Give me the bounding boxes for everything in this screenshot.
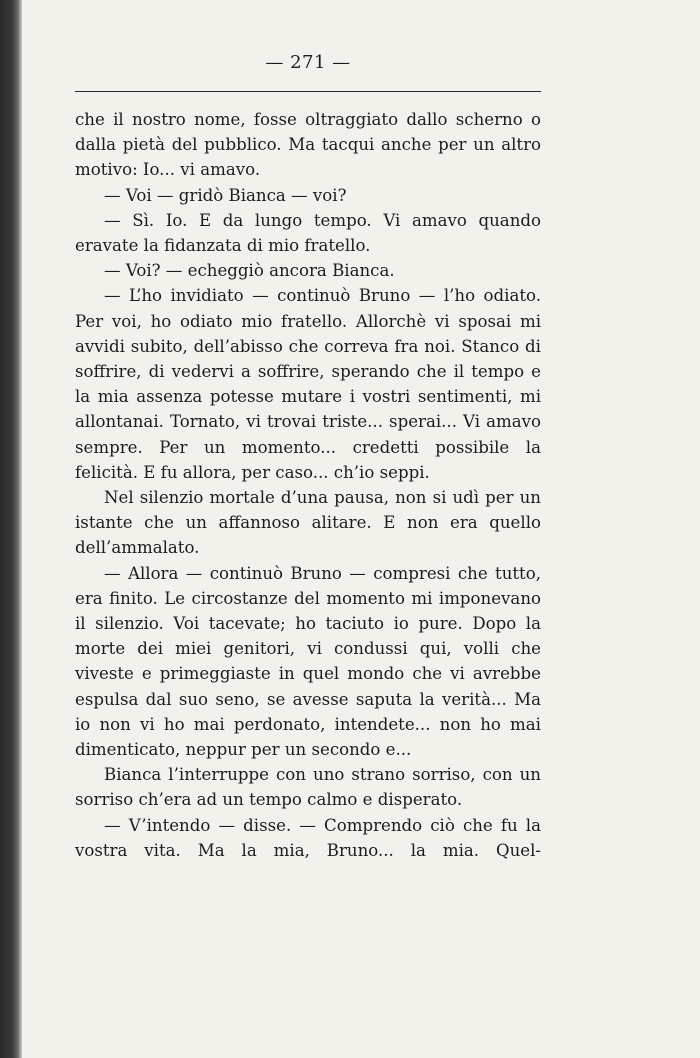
paragraph: — L’ho invidiato — continuò Bruno — l’ho odiato. Per voi, ho odiato mio fratello. Allorchè vi sposai mi avvidi subito, dell’abisso che correva fra noi. Stanco di soffrire, di vedervi a soffrire, sperando che il tempo e la mia assenza potesse mutare i vostri sentimenti, mi allontanai. Tornato, vi trovai triste... sperai... Vi amavo sempre. Per un momento... credetti possibile la felicità. E fu allora, per caso... ch’io seppi. (75, 286, 541, 482)
paragraph: che il nostro nome, fosse oltraggiato dallo scherno o dalla pietà del pubblico. Ma tacqui anche per un altro motivo: Io... vi amavo. (75, 110, 541, 180)
paragraph: — V’intendo — disse. — Comprendo ciò che fu la vostra vita. Ma la mia, Bruno... la mia. Quel- (75, 815, 541, 860)
header-rule (75, 91, 541, 92)
paragraph: — Voi — gridò Bianca — voi? (104, 185, 347, 205)
paragraph: Nel silenzio mortale d’una pausa, non si udì per un istante che un affannoso alitare. E non era quello dell’ammalato. (75, 488, 541, 558)
paragraph: — Voi? — echeggiò ancora Bianca. (104, 261, 395, 281)
paragraph: Bianca l’interruppe con uno strano sorriso, con un sorriso ch’era ad un tempo calmo e disperato. (75, 765, 541, 810)
paragraph: — Sì. Io. E da lungo tempo. Vi amavo quando eravate la fidanzata di mio fratello. (75, 210, 541, 256)
body-text (75, 107, 541, 863)
page-number: — 271 — (265, 52, 351, 73)
paragraph: — Allora — continuò Bruno — compresi che tutto, era finito. Le circostanze del momento mi imponevano il silenzio. Voi tacevate; ho taciuto io pure. Dopo la morte dei miei genitori, vi condussi qui, volli che viveste e primeggiaste in quel mondo che vi avrebbe espulsa dal suo seno, se avesse saputa la verità... Ma io non vi ho mai perdonato, intendete... non ho mai dimenticato, neppur per un secondo e... (75, 563, 541, 760)
